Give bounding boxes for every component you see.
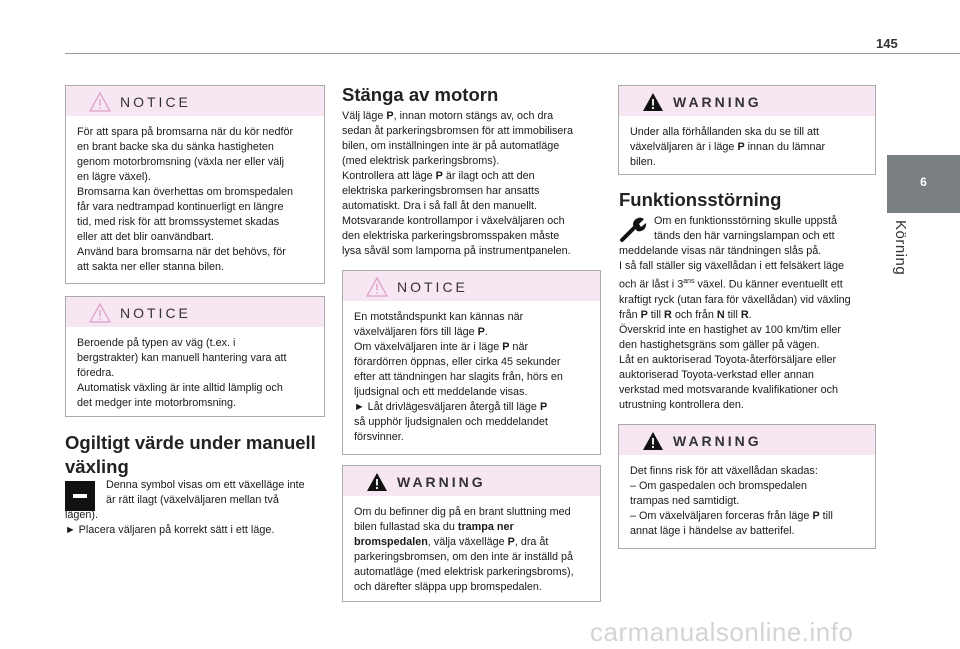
watermark: carmanualsonline.info [590,617,854,647]
text-line: tid, med risk för att bromssystemet skadas [77,216,280,228]
text-line: Om du befinner dig på en brant sluttning med [354,506,571,518]
warning-box-park-leave [618,85,876,175]
text-line: lysa såväl som lamporna på instrumentpanelen. [342,245,571,257]
section-heading-invalid-gear [65,431,316,479]
text-line: en brant backe ska du sänka hastigheten [77,141,274,153]
text-line: – Om växelväljaren forceras från läge P till [630,510,833,522]
notice-warning-icon [89,92,111,112]
text-line: Överskrid inte en hastighet av 100 km/tim eller [619,323,842,336]
notice-body [66,116,324,275]
notice-title: NOTICE [120,305,191,321]
text-line: ljudsignal och ett meddelande visas. [354,386,528,398]
text-line: ► Placera väljaren på korrekt sätt i ett läge. [65,524,275,536]
text-line: Under alla förhållanden ska du se till att [630,126,820,138]
notice-box-brakes [65,85,325,284]
text-line: sedan åt parkeringsbromsen för att immobilisera [342,125,574,137]
text-line: Om en funktionsstörning skulle uppstå [654,215,838,227]
text-line: automatiskt. Dra i så fall åt den manuellt. [342,200,538,212]
text-line: – Om gaspedalen och bromspedalen [630,480,808,492]
text-line: automatläge (med elektrisk parkeringsbroms), [354,566,574,578]
notice-box-manual [65,296,325,417]
text-line: Använd bara bromsarna när det behövs, för [77,246,286,258]
malfunction-icon-text [654,214,880,244]
notice-body [343,301,600,445]
text-line: en lägre växel). [77,171,151,183]
chapter-label: Körning [892,220,909,276]
text-line: utrustning kontrollera den. [619,398,744,411]
text-line: Låt en auktoriserad Toyota-återförsäljare eller [619,353,837,366]
text-line: får vara nedtrampad kontinuerligt en längre [77,201,284,213]
text-line: bilen, om inställningen inte är på automatläge [342,140,560,152]
text-line: bergstrakter) kan manuell hantering vara att [77,352,287,364]
text-line: verkstad med motsvarande kvalifikationer och [619,383,839,396]
text-line: Bromsarna kan överhettas om bromspedalen [77,186,294,198]
invalid-gear-indicator-icon [65,481,95,511]
notice-body [66,327,324,411]
text-line: så upphör ljudsignalen och meddelandet [354,416,548,428]
text-line: försvinner. [354,431,404,443]
text-line: parkeringsbromsen, om den inte är inställd på [354,551,574,563]
text-line: efter att tändningen har slagits från, hörs en [354,371,563,383]
text-line: En motståndspunkt kan kännas när [354,311,524,323]
header-rule [65,53,960,54]
notice-title: NOTICE [120,94,191,110]
notice-header [66,297,324,327]
warning-body [619,455,875,539]
text-line: Denna symbol visas om ett växelläge inte [106,479,305,491]
section-heading-malfunction: Funktionsstörning [619,189,782,210]
text-line: genom motorbromsning (växla ner eller välj [77,156,285,168]
text-line: bilen fullastad ska du trampa ner [354,521,514,533]
notice-header [66,86,324,116]
text-line: bromspedalen, välja växelläge P, dra åt [354,536,549,548]
text-line: den hastighetsgräns som gäller på vägen. [619,338,820,351]
warning-title: WARNING [673,94,762,110]
notice-box-park [342,270,601,455]
warning-icon [642,431,664,451]
text-line: annat läge i händelse av batterifel. [630,525,795,537]
engine-off-text [342,109,604,259]
warning-title: WARNING [397,474,486,490]
text-line: från P till R och från N till R. [619,308,752,321]
wrench-icon [620,215,648,243]
text-line: meddelande visas när tändningen slås på. [619,245,822,257]
notice-warning-icon [366,277,388,297]
heading-line: Ogiltigt värde under manuell [65,432,316,453]
text-line: Om växelväljaren inte är i läge P när [354,341,529,353]
text-line: Kontrollera att läge P är ilagt och att den [342,170,535,182]
chapter-tab[interactable] [887,155,960,213]
text-line: Automatisk växling är inte alltid lämplig och [77,382,283,394]
page-number: 145 [876,36,898,51]
notice-title: NOTICE [397,279,468,295]
text-line: Beroende på typen av väg (t.ex. i [77,337,236,349]
text-line: växelväljaren är i läge P innan du lämnar [630,141,826,153]
notice-header [343,271,600,301]
text-line: och är låst i $3^{ans}$ växel. Du känner eventuellt ett [619,278,843,291]
text-line: Välj läge P, innan motorn stängs av, och dra [342,110,554,122]
text-line: För att spara på bromsarna när du kör nedför [77,126,294,138]
text-line: auktoriserad Toyota-verkstad eller annan [619,368,814,381]
warning-box-slope [342,465,601,602]
text-line: bilen. [630,156,656,168]
text-line: Motsvarande kontrollampor i växelväljaren och [342,215,565,227]
text-line: kraftigt ryck (utan fara för växellådan) vid växling [619,293,851,306]
section-heading-engine-off: Stänga av motorn [342,84,499,105]
text-line: att sakta ner eller stanna bilen. [77,261,225,273]
notice-warning-icon [89,303,111,323]
text-line: (med elektrisk parkeringsbroms). [342,155,500,167]
heading-line: växling [65,456,129,477]
warning-body [343,496,600,595]
text-line: den elektriska parkeringsbromsspaken måste [342,230,560,242]
warning-header [619,86,875,116]
malfunction-text [619,244,881,413]
invalid-gear-text [65,508,335,538]
text-line: växelväljaren förs till läge P. [354,326,488,338]
warning-box-gearbox-damage [618,424,876,549]
text-line: föredra. [77,367,115,379]
text-line: det medger inte motorbromsning. [77,397,237,409]
text-line: och därefter släppa upp bromspedalen. [354,581,542,593]
warning-header [619,425,875,455]
warning-header [343,466,600,496]
text-line: trampas ned samtidigt. [630,495,740,507]
warning-icon [642,92,664,112]
text-line: eller att det blir oanvändbart. [77,231,214,243]
text-line: elektriska parkeringsbromsen har ansatts [342,185,540,197]
warning-body [619,116,875,170]
text-line: är rätt ilagt (växelväljaren mellan två [106,494,279,506]
text-line: I så fall ställer sig växellådan i ett felsäkert läge [619,260,845,272]
text-line: ► Låt drivlägesväljaren återgå till läge P [354,401,548,413]
text-line: lägen). [65,509,99,521]
warning-icon [366,472,388,492]
warning-title: WARNING [673,433,762,449]
chapter-number: 6 [920,175,927,189]
text-line: Det finns risk för att växellådan skadas: [630,465,818,477]
text-line: förardörren öppnas, eller cirka 45 sekunder [354,356,561,368]
text-line: tänds den här varningslampan och ett [654,230,835,242]
invalid-gear-icon-text [106,478,336,508]
